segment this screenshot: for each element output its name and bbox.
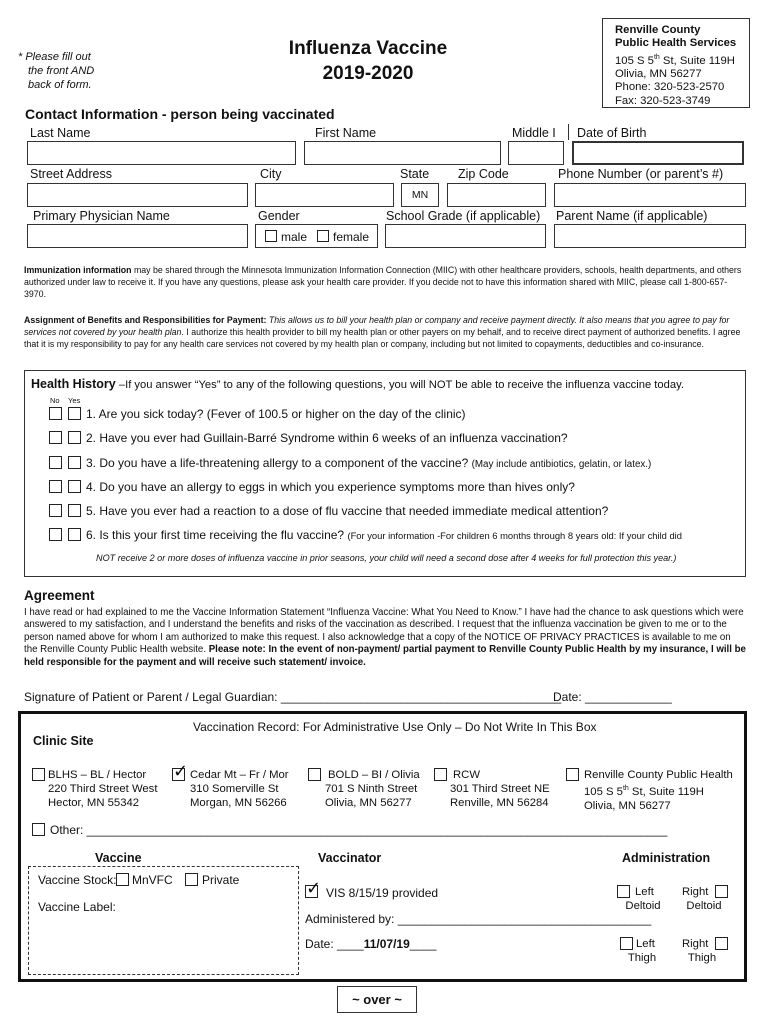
q3-yes-checkbox[interactable] [68, 456, 81, 469]
middle-label: Middle I [512, 126, 556, 140]
admin-date-value: 11/07/19 [363, 937, 410, 951]
dob-field[interactable] [572, 141, 744, 165]
vaccine-heading: Vaccine [95, 851, 142, 865]
gender-label: Gender [258, 209, 300, 223]
fill-note-line2: the front AND [28, 65, 95, 77]
street-label: Street Address [30, 167, 112, 181]
school-grade-field[interactable] [385, 224, 546, 248]
agreement-text: I have read or had explained to me the Vaccine Information Statement “Influenza Vaccine: What You Need to Know.” I have had the chance to ask questions which were answered to my satisfaction, and I understand the benefits and risks of the vaccination as described. I request that the influenza vaccination be given to me or to the person named above for whom I am authorized to make this request. I also acknowledge that a copy of the NOTICE OF PRIVACY PRACTICES is available to me on the Renville County Public Health website. [24, 607, 744, 656]
right-thigh-checkbox[interactable] [715, 937, 728, 950]
vaccinator-heading: Vaccinator [318, 851, 382, 865]
other-site-field[interactable]: Other: _______________________________________________________________________________________ [50, 823, 668, 837]
q4-no-checkbox[interactable] [49, 480, 62, 493]
fill-note-line1: * Please fill out [18, 51, 91, 63]
first-name-label: First Name [315, 126, 377, 140]
q6-no-checkbox[interactable] [49, 528, 62, 541]
q4-yes-checkbox[interactable] [68, 480, 81, 493]
assignment-text: I authorize this health provider to bill my health plan or other payers on my behalf, and to receive direct payment of authorized benefits. I agree that it is my responsibility to pay for any health care services not covered by my health plan or company, including but not limited to copayments, deductibles and co-insurance. [24, 326, 741, 349]
clinic-site-heading: Clinic Site [33, 734, 94, 748]
site-cedar-info: Cedar Mt – Fr / Mor 310 Somerville St Morgan, MN 56266 [190, 769, 289, 809]
health-history-box [24, 370, 746, 577]
q3-text: 3. Do you have a life-threatening allergy to a component of the vaccine? (May include antibiotics, gelatin, or latex.) [86, 456, 652, 470]
dob-label: Date of Birth [577, 126, 647, 140]
admin-date-field[interactable]: Date: ____11/07/19____ [305, 937, 437, 951]
mnvfc-checkbox[interactable] [116, 873, 129, 886]
state-value: MN [411, 189, 429, 201]
first-name-field[interactable] [304, 141, 501, 165]
health-history-instruction: –If you answer “Yes” to any of the following questions, you will NOT be able to receive the influenza vaccine today. [115, 379, 684, 391]
city-label: City [260, 167, 282, 181]
state-field[interactable] [401, 183, 439, 207]
agency-city: Olivia, MN 56277 [615, 67, 702, 80]
city-field[interactable] [255, 183, 394, 207]
middle-initial-field[interactable] [508, 141, 564, 165]
agency-name-2: Public Health Services [615, 37, 737, 50]
last-name-label: Last Name [30, 126, 91, 140]
over-label: ~ over ~ [352, 992, 402, 1007]
health-history-title: Health History [31, 377, 116, 391]
site-bold-info: BOLD – BI / Olivia 701 S Ninth Street Olivia, MN 56277 [325, 769, 420, 809]
over-box [337, 986, 417, 1013]
q2-no-checkbox[interactable] [49, 431, 62, 444]
phone-label: Phone Number (or parent’s #) [558, 167, 724, 181]
label-divider [568, 124, 569, 140]
private-label: Private [202, 873, 240, 887]
signature-line[interactable]: Signature of Patient or Parent / Legal Guardian: __________________________________________ [24, 690, 562, 704]
female-label: female [333, 230, 370, 244]
q3-no-checkbox[interactable] [49, 456, 62, 469]
q6-text: 6. Is this your first time receiving the flu vaccine? (For your information -For children 6 months through 8 years old: If your child did [86, 528, 682, 542]
male-label: male [281, 230, 308, 244]
zip-field[interactable] [447, 183, 546, 207]
fill-note-line3: back of form. [28, 79, 92, 91]
vis-provided-label: VIS 8/15/19 provided [326, 886, 439, 900]
site-rcw-info: RCW 301 Third Street NE Renville, MN 56284 [450, 769, 550, 809]
no-column-label: No [50, 396, 60, 405]
q5-no-checkbox[interactable] [49, 504, 62, 517]
school-grade-label: School Grade (if applicable) [386, 209, 541, 223]
q6-yes-checkbox[interactable] [68, 528, 81, 541]
zip-label: Zip Code [458, 167, 509, 181]
q6-note: (For your information -For children 6 months through 8 years old: If your child did [347, 530, 682, 541]
agency-fax: Fax: 320-523-3749 [615, 94, 711, 107]
street-field[interactable] [27, 183, 248, 207]
agency-address: 105 S 5th St, Suite 119H [615, 53, 735, 67]
male-checkbox[interactable] [265, 230, 277, 242]
q5-text: 5. Have you ever had a reaction to a dose of flu vaccine that needed immediate medical attention? [86, 504, 609, 518]
physician-label: Primary Physician Name [33, 209, 170, 223]
q1-text: 1. Are you sick today? (Fever of 100.5 or higher on the day of the clinic) [86, 407, 466, 421]
q2-yes-checkbox[interactable] [68, 431, 81, 444]
agreement-payment-note: Please note: In the event of non-payment/ partial payment to Renville County Public Health by my insurance, I will be held responsible for the payment and will receive such statement/ invoice. [24, 644, 746, 668]
q2-text: 2. Have you ever had Guillain-Barré Syndrome within 6 weeks of an influenza vaccination? [86, 431, 568, 445]
parent-name-field[interactable] [554, 224, 746, 248]
mnvfc-label: MnVFC [132, 873, 173, 887]
right-thigh-label: Right Thigh [682, 938, 717, 964]
phone-field[interactable] [554, 183, 746, 207]
site-blhs-checkbox[interactable] [32, 768, 45, 781]
check-icon: ✓ [173, 761, 189, 781]
q1-no-checkbox[interactable] [49, 407, 62, 420]
q3-note: (May include antibiotics, gelatin, or latex.) [471, 459, 652, 470]
site-renville-info: Renville County Public Health 105 S 5th St, Suite 119H Olivia, MN 56277 [584, 769, 733, 812]
assignment-heading: Assignment of Benefits and Responsibilities for Payment: [24, 315, 267, 325]
private-checkbox[interactable] [185, 873, 198, 886]
immunization-text: may be shared through the Minnesota Immunization Information Connection (MIIC) with other healthcare providers, schools, health departments, and others authorized under law to receive it. If you have any questions, please ask your health care provider. If you decide not to have this information shared with MIIC, please call 1-800-657-3970. [24, 265, 742, 299]
assignment-italic: This allows us to bill your health plan or company and receive payment directly. It also means that you agree to pay for services not covered by your health plan. [24, 315, 730, 337]
agreement-heading: Agreement [24, 588, 95, 603]
administered-by-field[interactable]: Administered by: ______________________________________ [305, 912, 652, 926]
last-name-field[interactable] [27, 141, 296, 165]
check-icon: ✓ [306, 878, 322, 898]
q5-yes-checkbox[interactable] [68, 504, 81, 517]
agency-name: Renville County [615, 24, 701, 36]
immunization-heading: Immunization information [24, 265, 132, 275]
immunization-paragraph [24, 265, 746, 300]
agreement-paragraph [24, 607, 746, 669]
record-title: Vaccination Record: For Administrative Use Only – Do Not Write In This Box [193, 720, 597, 734]
signature-date[interactable]: Date: _____________ [553, 690, 672, 704]
left-deltoid-label: Left Deltoid [625, 886, 661, 912]
administration-heading: Administration [622, 851, 711, 865]
contact-heading: Contact Information - person being vaccinated [25, 106, 335, 122]
right-deltoid-label: Right Deltoid [682, 886, 722, 912]
page-title: Influenza Vaccine [288, 38, 448, 59]
right-deltoid-checkbox[interactable] [715, 885, 728, 898]
site-renville-checkbox[interactable] [566, 768, 579, 781]
other-site-checkbox[interactable] [32, 823, 45, 836]
agency-phone: Phone: 320-523-2570 [615, 81, 725, 94]
fill-note [18, 50, 128, 92]
assignment-paragraph [24, 315, 746, 350]
page-year: 2019-2020 [322, 63, 414, 84]
state-label: State [400, 167, 430, 181]
site-rcw-checkbox[interactable] [434, 768, 447, 781]
q6-note-continued: NOT receive 2 or more doses of influenza vaccine in prior seasons, your child will need a second dose after 4 weeks for full protection this year.) [96, 553, 677, 563]
yes-column-label: Yes [68, 396, 81, 405]
vaccine-stock-label: Vaccine Stock: [38, 873, 117, 887]
vaccine-label-label: Vaccine Label: [38, 900, 116, 914]
physician-field[interactable] [27, 224, 248, 248]
q4-text: 4. Do you have an allergy to eggs in which you experience symptoms more than hives only? [86, 480, 575, 494]
agency-box [602, 18, 750, 108]
site-blhs-info: BLHS – BL / Hector 220 Third Street West Hector, MN 55342 [48, 769, 158, 809]
parent-name-label: Parent Name (if applicable) [556, 209, 708, 223]
site-bold-checkbox[interactable] [308, 768, 321, 781]
left-thigh-label: Left Thigh [627, 938, 657, 964]
female-checkbox[interactable] [317, 230, 329, 242]
q1-yes-checkbox[interactable] [68, 407, 81, 420]
health-history-intro [31, 375, 684, 393]
